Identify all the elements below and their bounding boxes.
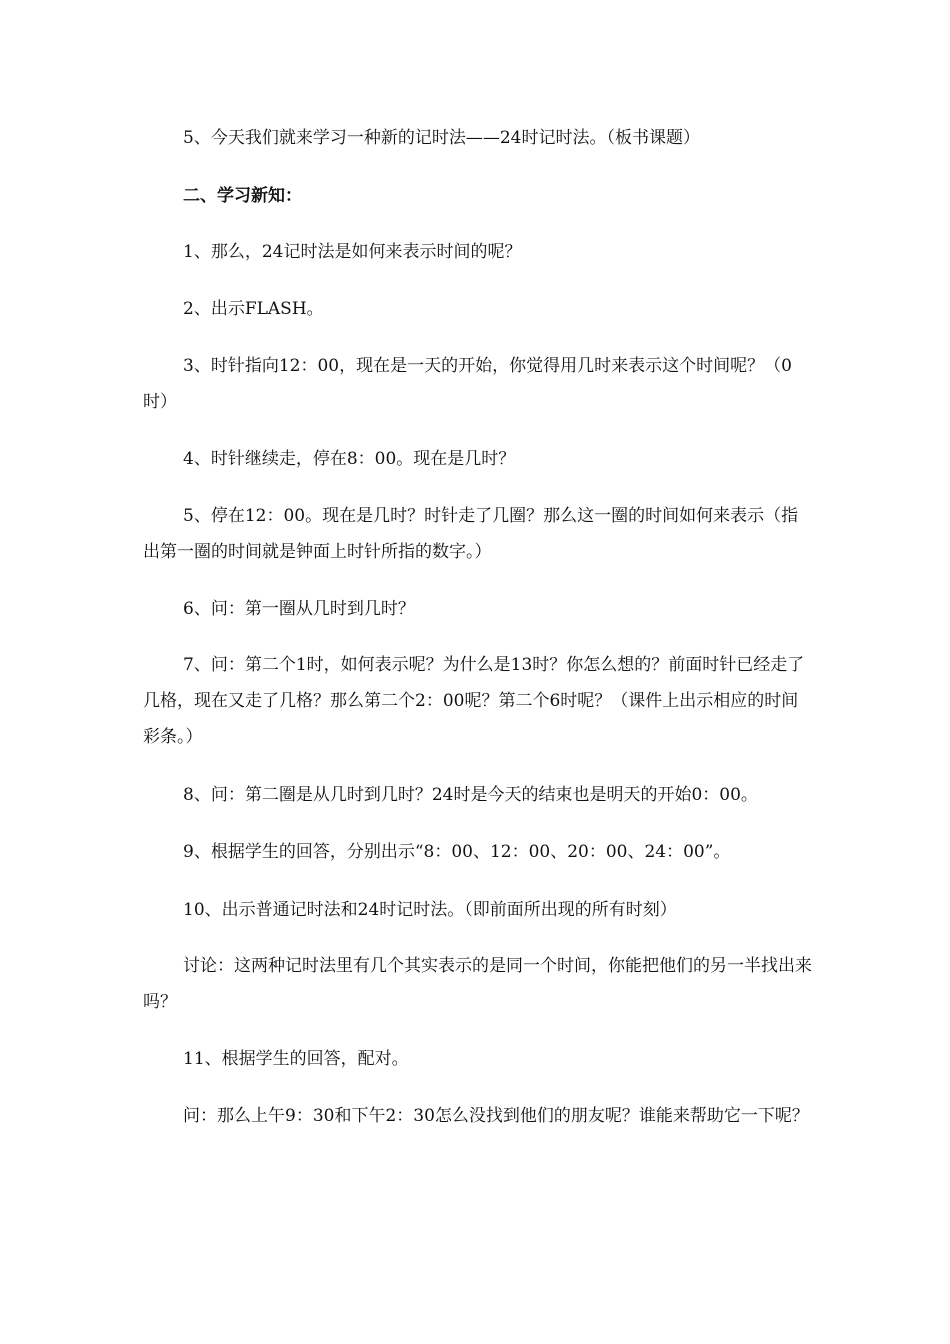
paragraph-question: 问：那么上午9：30和下午2：30怎么没找到他们的朋友呢？谁能来帮助它一下呢？ [183, 1106, 809, 1126]
paragraph-step-2: 2、出示FLASH。 [183, 299, 324, 319]
paragraph-step-4: 4、时针继续走，停在8：00。现在是几时？ [183, 449, 516, 469]
paragraph-step-11: 11、根据学生的回答，配对。 [183, 1049, 409, 1069]
paragraph-intro-24h: 5、今天我们就来学习一种新的记时法——24时记时法。（板书课题） [183, 128, 700, 148]
paragraph-discussion: 讨论：这两种记时法里有几个其实表示的是同一个时间，你能把他们的另一半找出来吗？ [143, 956, 812, 1012]
section-heading-new-knowledge: 二、学习新知： [183, 186, 302, 206]
paragraph-step-6: 6、问：第一圈从几时到几时？ [183, 599, 415, 619]
paragraph-step-3: 3、时针指向12：00，现在是一天的开始，你觉得用几时来表示这个时间呢？（0时） [143, 356, 792, 412]
paragraph-step-8: 8、问：第二圈是从几时到几时？24时是今天的结束也是明天的开始0：00。 [183, 785, 758, 805]
paragraph-step-10: 10、出示普通记时法和24时记时法。（即前面所出现的所有时刻） [183, 900, 677, 920]
paragraph-step-7: 7、问：第二个1时，如何表示呢？为什么是13时？你怎么想的？前面时针已经走了几格，现在又走了几格？那么第二个2：00呢？第二个6时呢？（课件上出示相应的时间彩条。） [143, 655, 805, 747]
paragraph-step-9: 9、根据学生的回答，分别出示“8：00、12：00、20：00、24：00”。 [183, 842, 731, 862]
paragraph-step-1: 1、那么，24记时法是如何来表示时间的呢？ [183, 242, 522, 262]
paragraph-step-5: 5、停在12：00。现在是几时？时针走了几圈？那么这一圈的时间如何来表示（指出第一圈的时间就是钟面上时针所指的数字。） [143, 506, 799, 562]
